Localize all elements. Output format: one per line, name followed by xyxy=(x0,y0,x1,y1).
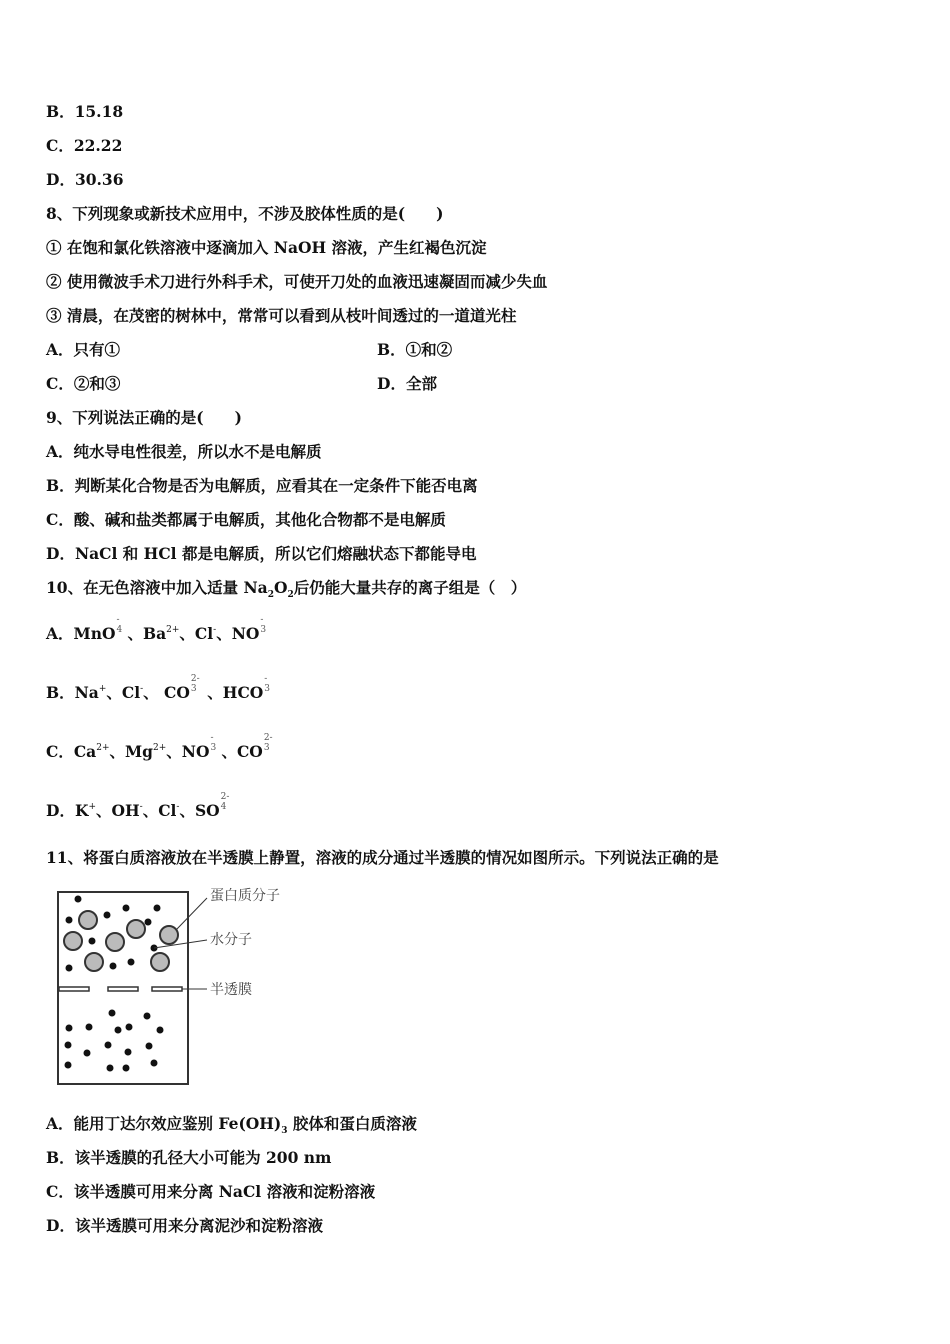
q8-option-b: B．①和② xyxy=(377,340,453,359)
q8-option-c: C．②和③ xyxy=(46,374,121,393)
q9-option-d: D．NaCl 和 HCl 都是电解质，所以它们熔融状态下都能导电 xyxy=(46,544,477,563)
q8-item-2: ② 使用微波手术刀进行外科手术，可使开刀处的血液迅速凝固而减少失血 xyxy=(46,272,548,291)
q7-option-c: C．22.22 xyxy=(46,136,123,155)
q7-option-b: B．15.18 xyxy=(46,102,124,121)
label-protein: 蛋白质分子 xyxy=(210,888,280,904)
label-water: 水分子 xyxy=(210,932,252,948)
q9-stem: 9、下列说法正确的是( ) xyxy=(46,408,242,427)
membrane-diagram xyxy=(50,880,300,1090)
q11-option-b: B．该半透膜的孔径大小可能为 200 nm xyxy=(46,1148,332,1167)
q8-item-3: ③ 清晨，在茂密的树林中，常常可以看到从枝叶间透过的一道道光柱 xyxy=(46,306,517,325)
water-molecules-bottom xyxy=(65,1010,164,1072)
q8-item-1: ① 在饱和氯化铁溶液中逐滴加入 NaOH 溶液，产生红褐色沉淀 xyxy=(46,238,487,257)
q10-stem: 10、在无色溶液中加入适量 $Na_2O_2$后仍能大量共存的离子组是（ ） xyxy=(46,578,527,600)
q11-stem: 11、将蛋白质溶液放在半透膜上静置，溶液的成分通过半透膜的情况如图所示。下列说法正确的是 xyxy=(46,848,719,867)
q11-option-d: D．该半透膜可用来分离泥沙和淀粉溶液 xyxy=(46,1216,323,1235)
semipermeable-membrane xyxy=(59,987,182,991)
q10-option-a: A．MnO - 4 、$Ba^{2+}$、Cl-、NO - 3 xyxy=(46,615,267,643)
q10-option-c: C．$Ca^{2+}$、$Mg^{2+}$、NO - 3 、CO 2- 3 xyxy=(46,733,273,761)
q9-option-a: A．纯水导电性很差，所以水不是电解质 xyxy=(46,442,322,461)
q8-option-d: D．全部 xyxy=(377,374,437,393)
label-membrane: 半透膜 xyxy=(210,982,252,998)
q8-option-a: A．只有① xyxy=(46,340,121,359)
q10-option-b: B．Na+、Cl-、 CO 2- 3 、HCO - 3 xyxy=(46,674,271,702)
protein-molecules xyxy=(64,911,178,971)
membrane-figure xyxy=(50,880,300,1090)
q7-option-d: D．30.36 xyxy=(46,170,124,189)
q9-option-c: C．酸、碱和盐类都属于电解质，其他化合物都不是电解质 xyxy=(46,510,446,529)
q9-option-b: B．判断某化合物是否为电解质，应看其在一定条件下能否电离 xyxy=(46,476,478,495)
q8-stem: 8、下列现象或新技术应用中，不涉及胶体性质的是( ) xyxy=(46,204,444,223)
label-leaders xyxy=(154,898,207,989)
q11-option-c: C．该半透膜可用来分离 NaCl 溶液和淀粉溶液 xyxy=(46,1182,376,1201)
q11-option-a: A．能用丁达尔效应鉴别 $Fe(OH)_3$ 胶体和蛋白质溶液 xyxy=(46,1114,417,1136)
q10-option-d: D．K+、OH-、Cl-、SO 2- 4 xyxy=(46,792,230,820)
